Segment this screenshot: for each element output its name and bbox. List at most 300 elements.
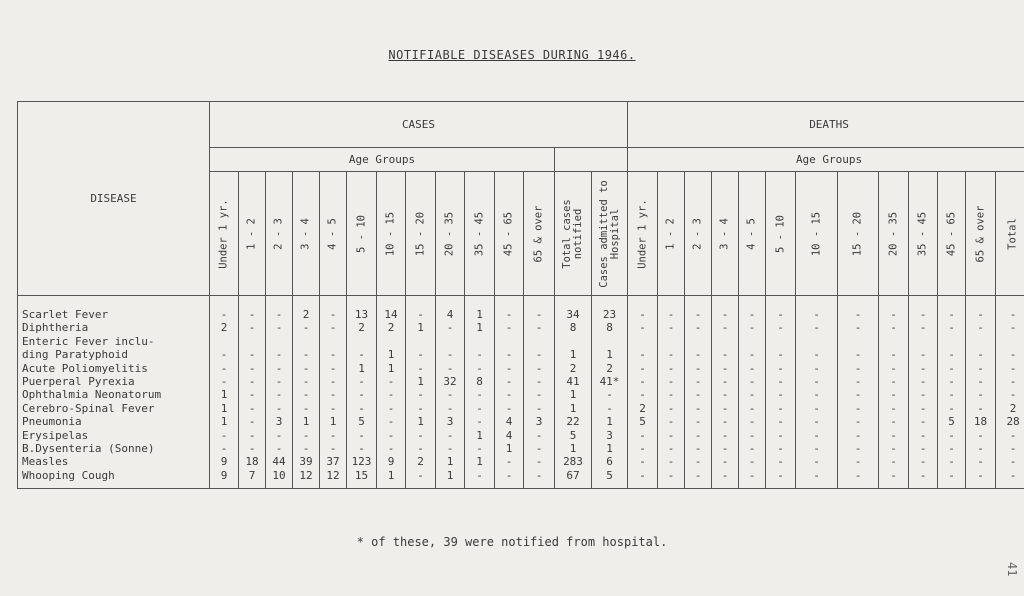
deaths-cell — [996, 335, 1024, 348]
cases-cell: 14 — [377, 296, 406, 322]
deaths-cell: - — [739, 388, 766, 401]
cases-cell: - — [210, 362, 239, 375]
cases-cell: - — [524, 402, 555, 415]
deaths-cell: - — [628, 296, 658, 322]
deaths-cell: - — [685, 429, 712, 442]
deaths-cell: - — [739, 429, 766, 442]
disease-name-cell: ding Paratyphoid — [18, 348, 210, 361]
disease-name-cell: Diphtheria — [18, 321, 210, 334]
cases-cell: - — [524, 429, 555, 442]
deaths-cell: - — [658, 415, 685, 428]
cases-cell: - — [239, 402, 266, 415]
cases-cell: - — [293, 321, 320, 334]
deaths-cell: - — [879, 375, 909, 388]
cases-cell: 18 — [239, 455, 266, 468]
deaths-cell: - — [796, 375, 838, 388]
deaths-cell: - — [766, 362, 796, 375]
cases-cell: - — [495, 469, 524, 489]
deaths-cell: - — [938, 348, 966, 361]
deaths-cell: - — [796, 388, 838, 401]
deaths-cell: - — [685, 388, 712, 401]
deaths-cell: - — [796, 442, 838, 455]
cases-cell: - — [406, 429, 436, 442]
cases-cell: 2 — [293, 296, 320, 322]
deaths-cell: - — [766, 296, 796, 322]
disease-name-cell: Ophthalmia Neonatorum — [18, 388, 210, 401]
document-title: NOTIFIABLE DISEASES DURING 1946. — [388, 48, 636, 62]
disease-name-cell: Acute Poliomyelitis — [18, 362, 210, 375]
cases-cell: 1 — [293, 415, 320, 428]
deaths-cell: - — [628, 375, 658, 388]
cases-cell: 1 — [377, 469, 406, 489]
cases-cell: - — [239, 415, 266, 428]
cases-cell: - — [436, 362, 465, 375]
cases-header: CASES — [210, 102, 628, 148]
deaths-cell: - — [909, 388, 938, 401]
cases-cell: 7 — [239, 469, 266, 489]
deaths-cell: - — [658, 296, 685, 322]
deaths-cell — [766, 335, 796, 348]
deaths-cell: - — [712, 402, 739, 415]
deaths-col-header — [879, 172, 909, 296]
cases-cell: 44 — [266, 455, 293, 468]
cases-col-header — [210, 172, 239, 296]
cases-cell: - — [406, 469, 436, 489]
cases-cell: - — [347, 442, 377, 455]
cases-cell: - — [293, 402, 320, 415]
deaths-cell: - — [966, 429, 996, 442]
cases-cell: - — [592, 402, 628, 415]
deaths-cell: - — [796, 348, 838, 361]
deaths-cell: - — [712, 469, 739, 489]
cases-cell: - — [406, 442, 436, 455]
table-row — [18, 442, 1024, 455]
cases-cell: 1 — [592, 415, 628, 428]
cases-cell: 1 — [465, 429, 495, 442]
deaths-cell: - — [685, 402, 712, 415]
deaths-cell: - — [796, 429, 838, 442]
table-row — [18, 429, 1024, 442]
cases-cell: 1 — [495, 442, 524, 455]
cases-cell: 5 — [592, 469, 628, 489]
cases-cell: - — [239, 348, 266, 361]
deaths-cell: - — [685, 348, 712, 361]
deaths-cell: - — [739, 415, 766, 428]
table-row — [18, 469, 1024, 489]
cases-col-header — [320, 172, 347, 296]
cases-cell: - — [320, 348, 347, 361]
cases-cell — [465, 335, 495, 348]
cases-cell: 1 — [406, 321, 436, 334]
deaths-cell: - — [739, 296, 766, 322]
deaths-cell: - — [685, 362, 712, 375]
deaths-cell: - — [909, 415, 938, 428]
deaths-cell: - — [658, 388, 685, 401]
deaths-cell: - — [909, 402, 938, 415]
deaths-cell: - — [838, 429, 879, 442]
deaths-cell: - — [658, 375, 685, 388]
deaths-cell: - — [938, 442, 966, 455]
deaths-cell: 28 — [996, 415, 1024, 428]
cases-cell: 1 — [592, 442, 628, 455]
deaths-cell: - — [658, 442, 685, 455]
cases-cell: - — [436, 402, 465, 415]
deaths-cell: - — [879, 442, 909, 455]
cases-cell: - — [210, 296, 239, 322]
deaths-cell: - — [996, 429, 1024, 442]
deaths-cell: 2 — [628, 402, 658, 415]
cases-col-label: Cases admitted to Hospital — [597, 179, 621, 288]
cases-cell: 283 — [555, 455, 592, 468]
cases-cell: 1 — [320, 415, 347, 428]
cases-col-header — [436, 172, 465, 296]
deaths-cell: - — [879, 362, 909, 375]
deaths-cell: - — [712, 362, 739, 375]
deaths-cell: - — [766, 321, 796, 334]
deaths-col-label: Total — [1006, 217, 1019, 250]
cases-cell: 9 — [210, 455, 239, 468]
table-row — [18, 375, 1024, 388]
cases-cell: - — [293, 429, 320, 442]
deaths-col-label: 10 - 15 — [810, 211, 822, 256]
deaths-cell: - — [685, 455, 712, 468]
cases-cell: - — [239, 321, 266, 334]
deaths-cell: - — [628, 321, 658, 334]
deaths-col-header — [685, 172, 712, 296]
deaths-cell: - — [996, 362, 1024, 375]
cases-cell: 37 — [320, 455, 347, 468]
cases-cell: 1 — [377, 348, 406, 361]
deaths-cell: - — [658, 348, 685, 361]
deaths-age-groups-header: Age Groups — [628, 148, 1024, 172]
table-body — [18, 296, 1024, 489]
deaths-cell: - — [658, 455, 685, 468]
deaths-col-label: 1 - 2 — [664, 217, 677, 250]
deaths-cell: - — [966, 296, 996, 322]
cases-cell: 2 — [555, 362, 592, 375]
cases-cell: 1 — [210, 388, 239, 401]
cases-cell — [320, 335, 347, 348]
cases-col-label: 5 - 10 — [355, 214, 367, 253]
deaths-cell: - — [766, 455, 796, 468]
cases-cell: - — [465, 469, 495, 489]
cases-cell: - — [436, 429, 465, 442]
cases-col-header — [266, 172, 293, 296]
deaths-cell: - — [766, 375, 796, 388]
deaths-cell: - — [909, 296, 938, 322]
cases-cell — [495, 335, 524, 348]
cases-cell: - — [524, 321, 555, 334]
table-row — [18, 321, 1024, 334]
deaths-col-header — [628, 172, 658, 296]
deaths-cell: - — [796, 469, 838, 489]
deaths-col-header — [766, 172, 796, 296]
deaths-cell: - — [628, 455, 658, 468]
cases-col-label: 65 & over — [532, 205, 545, 262]
deaths-cell: - — [879, 415, 909, 428]
deaths-cell: - — [766, 429, 796, 442]
cases-cell: 8 — [465, 375, 495, 388]
cases-cell: 5 — [555, 429, 592, 442]
deaths-cell: - — [739, 362, 766, 375]
cases-cell: - — [377, 375, 406, 388]
cases-cell — [436, 335, 465, 348]
cases-cell: 41* — [592, 375, 628, 388]
cases-cell: 8 — [555, 321, 592, 334]
cases-cell: 3 — [592, 429, 628, 442]
cases-cell: 3 — [266, 415, 293, 428]
cases-cell: - — [320, 375, 347, 388]
deaths-cell: - — [966, 362, 996, 375]
deaths-cell: - — [685, 469, 712, 489]
deaths-col-label: 3 - 4 — [718, 217, 731, 250]
cases-cell: 1 — [210, 402, 239, 415]
cases-cell: 1 — [406, 415, 436, 428]
deaths-col-label: 15 - 20 — [851, 211, 864, 256]
cases-col-label: 4 - 5 — [326, 217, 339, 250]
deaths-cell: - — [838, 469, 879, 489]
cases-cell: - — [239, 429, 266, 442]
deaths-cell: - — [796, 296, 838, 322]
deaths-cell: - — [712, 442, 739, 455]
cases-cell: 1 — [555, 402, 592, 415]
cases-cell: - — [495, 348, 524, 361]
deaths-cell: - — [739, 321, 766, 334]
cases-cell: - — [293, 362, 320, 375]
cases-cell: 9 — [377, 455, 406, 468]
cases-col-label: 15 - 20 — [414, 211, 426, 256]
cases-cell — [266, 335, 293, 348]
cases-cell: 1 — [555, 388, 592, 401]
cases-cell: - — [320, 402, 347, 415]
cases-cell: - — [495, 388, 524, 401]
table-row — [18, 348, 1024, 361]
cases-cell: - — [320, 442, 347, 455]
cases-col-header — [592, 172, 628, 296]
cases-cell: 39 — [293, 455, 320, 468]
deaths-cell: - — [909, 469, 938, 489]
deaths-cell: - — [766, 442, 796, 455]
cases-cell: 1 — [436, 455, 465, 468]
cases-cell: - — [320, 429, 347, 442]
deaths-cell: - — [658, 429, 685, 442]
cases-cell: - — [210, 348, 239, 361]
deaths-cell: - — [739, 348, 766, 361]
cases-cell: - — [436, 348, 465, 361]
deaths-cell: - — [685, 375, 712, 388]
cases-cell: 2 — [377, 321, 406, 334]
deaths-cell: - — [658, 362, 685, 375]
deaths-cell: - — [879, 402, 909, 415]
deaths-cell: - — [879, 429, 909, 442]
cases-col-label: 10 - 15 — [384, 211, 397, 256]
cases-cell: - — [524, 388, 555, 401]
deaths-cell: - — [909, 442, 938, 455]
deaths-cell — [712, 335, 739, 348]
deaths-cell: - — [996, 442, 1024, 455]
deaths-cell: - — [739, 469, 766, 489]
deaths-cell — [739, 335, 766, 348]
cases-cell: 3 — [436, 415, 465, 428]
deaths-cell: - — [685, 442, 712, 455]
deaths-cell — [628, 335, 658, 348]
deaths-cell — [966, 335, 996, 348]
cases-col-header — [465, 172, 495, 296]
deaths-cell: - — [909, 348, 938, 361]
deaths-cell: - — [909, 455, 938, 468]
deaths-col-header — [838, 172, 879, 296]
deaths-cell: - — [838, 348, 879, 361]
cases-totals-spacer — [555, 148, 628, 172]
deaths-cell: - — [739, 442, 766, 455]
cases-cell: 6 — [592, 455, 628, 468]
cases-cell: - — [293, 442, 320, 455]
disease-name-cell: Whooping Cough — [18, 469, 210, 489]
table-row — [18, 455, 1024, 468]
deaths-cell: - — [938, 388, 966, 401]
deaths-col-header — [712, 172, 739, 296]
deaths-cell: - — [996, 375, 1024, 388]
table-row — [18, 388, 1024, 401]
deaths-col-label: 65 & over — [974, 205, 986, 262]
cases-cell: 10 — [266, 469, 293, 489]
deaths-cell: - — [712, 321, 739, 334]
cases-cell: - — [406, 388, 436, 401]
cases-cell: - — [266, 348, 293, 361]
cases-cell: 3 — [524, 415, 555, 428]
cases-cell: - — [266, 388, 293, 401]
cases-cell: - — [524, 455, 555, 468]
deaths-cell: - — [838, 321, 879, 334]
cases-cell: 15 — [347, 469, 377, 489]
cases-col-header — [377, 172, 406, 296]
cases-cell: - — [524, 362, 555, 375]
deaths-cell: - — [838, 415, 879, 428]
cases-cell: 5 — [347, 415, 377, 428]
header-row-groups — [18, 102, 1024, 148]
cases-cell: - — [377, 388, 406, 401]
deaths-cell: - — [739, 402, 766, 415]
cases-cell: - — [266, 429, 293, 442]
deaths-col-label: 35 - 45 — [916, 211, 929, 256]
cases-cell: - — [347, 348, 377, 361]
cases-cell: 12 — [320, 469, 347, 489]
cases-cell: - — [266, 442, 293, 455]
cases-cell: - — [239, 388, 266, 401]
deaths-cell: - — [909, 362, 938, 375]
deaths-cell: - — [628, 388, 658, 401]
deaths-col-header — [658, 172, 685, 296]
table-row — [18, 402, 1024, 415]
cases-cell: 2 — [210, 321, 239, 334]
cases-cell: - — [465, 362, 495, 375]
deaths-col-label: 2 - 3 — [691, 217, 704, 250]
cases-cell — [524, 335, 555, 348]
deaths-cell: - — [712, 388, 739, 401]
cases-cell: 1 — [465, 296, 495, 322]
deaths-col-header — [909, 172, 938, 296]
page-number: 41 — [1005, 562, 1019, 577]
deaths-cell: - — [996, 348, 1024, 361]
deaths-cell: - — [966, 442, 996, 455]
deaths-cell: - — [712, 429, 739, 442]
cases-cell: 12 — [293, 469, 320, 489]
cases-cell: - — [524, 469, 555, 489]
cases-cell: - — [293, 375, 320, 388]
deaths-cell: - — [938, 321, 966, 334]
cases-cell: - — [495, 455, 524, 468]
deaths-cell: - — [938, 469, 966, 489]
cases-cell: - — [524, 296, 555, 322]
deaths-cell: - — [766, 402, 796, 415]
cases-col-label: 20 - 35 — [443, 211, 456, 256]
deaths-cell: - — [996, 455, 1024, 468]
cases-cell: - — [266, 296, 293, 322]
deaths-cell: - — [628, 362, 658, 375]
table-row — [18, 335, 1024, 348]
cases-cell: 1 — [406, 375, 436, 388]
cases-col-header — [524, 172, 555, 296]
cases-cell: - — [347, 375, 377, 388]
cases-cell: 9 — [210, 469, 239, 489]
cases-cell: 2 — [347, 321, 377, 334]
deaths-cell: - — [712, 348, 739, 361]
deaths-cell: - — [712, 415, 739, 428]
disease-name-cell: Erysipelas — [18, 429, 210, 442]
deaths-cell: - — [838, 442, 879, 455]
deaths-cell: - — [966, 455, 996, 468]
cases-cell: - — [377, 415, 406, 428]
deaths-cell — [685, 335, 712, 348]
deaths-cell: - — [658, 321, 685, 334]
cases-cell: 13 — [347, 296, 377, 322]
cases-cell: - — [266, 402, 293, 415]
deaths-cell: - — [685, 415, 712, 428]
cases-cell: - — [266, 362, 293, 375]
deaths-cell: - — [838, 388, 879, 401]
cases-cell: - — [495, 375, 524, 388]
deaths-col-header — [966, 172, 996, 296]
cases-cell: 2 — [592, 362, 628, 375]
deaths-cell: - — [796, 321, 838, 334]
deaths-cell: - — [712, 375, 739, 388]
cases-cell: - — [347, 429, 377, 442]
disease-name-cell: Cerebro-Spinal Fever — [18, 402, 210, 415]
deaths-cell: - — [909, 321, 938, 334]
deaths-cell: - — [909, 429, 938, 442]
cases-cell: - — [592, 388, 628, 401]
deaths-cell: - — [796, 455, 838, 468]
deaths-cell: - — [838, 455, 879, 468]
cases-cell: - — [465, 415, 495, 428]
cases-cell: 67 — [555, 469, 592, 489]
deaths-cell: - — [966, 469, 996, 489]
footnote: * of these, 39 were notified from hospital. — [356, 535, 668, 549]
deaths-cell: - — [879, 388, 909, 401]
cases-cell: 1 — [210, 415, 239, 428]
cases-cell: - — [465, 388, 495, 401]
cases-cell: - — [465, 402, 495, 415]
deaths-cell: - — [966, 388, 996, 401]
cases-cell: - — [406, 348, 436, 361]
deaths-cell: 2 — [996, 402, 1024, 415]
deaths-cell: - — [838, 375, 879, 388]
deaths-cell: - — [879, 469, 909, 489]
cases-col-label: Under 1 yr. — [217, 198, 230, 269]
disease-name-cell: Puerperal Pyrexia — [18, 375, 210, 388]
cases-cell: 8 — [592, 321, 628, 334]
deaths-cell: - — [628, 348, 658, 361]
